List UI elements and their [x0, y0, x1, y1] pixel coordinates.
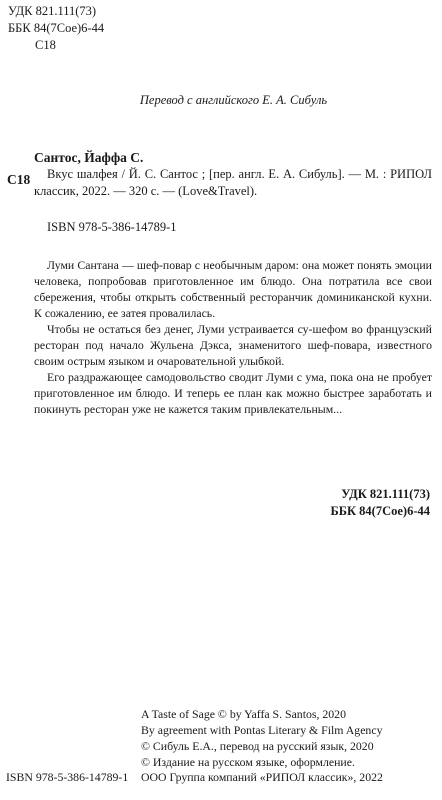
copyright-block — [141, 706, 382, 770]
copyright-line: By agreement with Pontas Literary & Film Agency — [141, 723, 383, 737]
annotation — [34, 257, 432, 417]
annotation-paragraph: Его раздражающее самодовольство сводит Луми с ума, пока она не пробует приготовленное им блюдо. И теперь ее план как можно быстрее заработать и покинуть ресторан уже не кажется таким привлекательным... — [34, 370, 432, 416]
bibliographic-description: Вкус шалфея / Й. С. Сантос ; [пер. англ. Е. А. Сибуль]. — М. : РИПОЛ классик, 2022. — 320 с. — (Love&Travel). — [34, 167, 432, 198]
copyright-line: © Издание на русском языке, оформление. — [141, 755, 355, 769]
author-sign: С18 — [35, 38, 56, 52]
author-name: Сантос, Йаффа С. — [34, 150, 144, 165]
annotation-paragraph: Луми Сантана — шеф-повар с необычным даром: она может понять эмоции человека, попробовав приготовленное им блюдо. Она потратила все свои сбережения, чтобы открыть собственный ресторанчик доминиканской кухни. К сожалению, ее затея провалилась. — [34, 258, 432, 320]
annotation-paragraph: Чтобы не остаться без денег, Луми устраивается су-шефом во французский ресторан под начало Жульена Дэкса, знаменитого шеф-повара, известного своим острым языком и очаровательной улыбкой. — [34, 322, 432, 368]
udk-code-bottom: УДК 821.111(73) — [341, 487, 430, 501]
classification-codes-bottom — [330, 486, 430, 520]
classification-codes-top — [8, 3, 104, 54]
copyright-line: ООО Группа компаний «РИПОЛ классик», 2022 — [141, 770, 383, 784]
author-code: С18 — [7, 172, 31, 187]
copyright-line: A Taste of Sage © by Yaffa S. Santos, 2020 — [141, 707, 346, 721]
bbk-code: ББК 84(7Сое)6-44 — [8, 21, 105, 35]
translation-note: Перевод с английского Е. А. Сибуль — [139, 93, 328, 107]
isbn-bottom: ISBN 978-5-386-14789-1 — [6, 770, 129, 784]
udk-code: УДК 821.111(73) — [8, 4, 97, 18]
isbn: ISBN 978-5-386-14789-1 — [47, 220, 177, 234]
copyright-line: © Сибуль Е.А., перевод на русский язык, 2020 — [141, 739, 374, 753]
bbk-code-bottom: ББК 84(7Сое)6-44 — [330, 504, 430, 518]
